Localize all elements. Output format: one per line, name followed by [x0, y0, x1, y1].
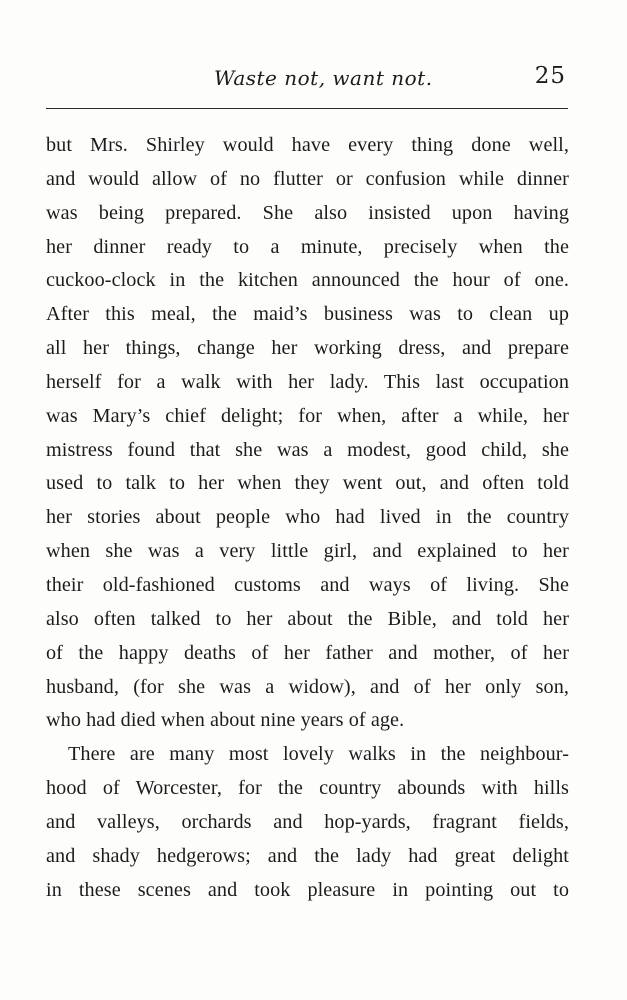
- running-title: Waste not, want not.: [214, 66, 433, 90]
- text-line: her dinner ready to a minute, precisely when the: [46, 235, 569, 258]
- text-line: of the happy deaths of her father and mother, of her: [46, 641, 569, 664]
- text-line: but Mrs. Shirley would have every thing done well,: [46, 134, 569, 156]
- header-rule: [46, 108, 568, 109]
- text-line: who had died when about nine years of age.: [46, 709, 405, 732]
- body-text: [46, 129, 569, 907]
- running-head: [46, 58, 566, 98]
- text-line: There are many most lovely walks in the neighbour-: [68, 743, 569, 766]
- text-line: and would allow of no flutter or confusion while dinner: [46, 167, 569, 190]
- text-line: husband, (for she was a widow), and of her only son,: [46, 675, 569, 698]
- paragraph: [46, 738, 569, 907]
- text-line: and valleys, orchards and hop-yards, fragrant fields,: [46, 810, 569, 833]
- text-line: also often talked to her about the Bible, and told her: [46, 607, 569, 630]
- text-line: After this meal, the maid’s business was to clean up: [46, 303, 569, 326]
- text-line: in these scenes and took pleasure in pointing out to: [46, 878, 569, 901]
- text-line: was being prepared. She also insisted upon having: [46, 201, 569, 224]
- text-line: mistress found that she was a modest, good child, she: [46, 438, 569, 461]
- text-line: was Mary’s chief delight; for when, after a while, her: [46, 404, 569, 427]
- text-line: and shady hedgerows; and the lady had great delight: [46, 844, 569, 867]
- text-line: used to talk to her when they went out, and often told: [46, 472, 569, 495]
- paragraph: [46, 129, 569, 738]
- text-line: hood of Worcester, for the country abounds with hills: [46, 777, 569, 800]
- text-line: when she was a very little girl, and explained to her: [46, 540, 569, 563]
- text-line: cuckoo-clock in the kitchen announced the hour of one.: [46, 269, 569, 292]
- text-line: all her things, change her working dress, and prepare: [46, 337, 569, 360]
- page-number: 25: [534, 63, 566, 89]
- text-line: her stories about people who had lived in the country: [46, 506, 569, 529]
- text-line: their old-fashioned customs and ways of living. She: [46, 573, 569, 596]
- text-line: herself for a walk with her lady. This last occupation: [46, 370, 569, 393]
